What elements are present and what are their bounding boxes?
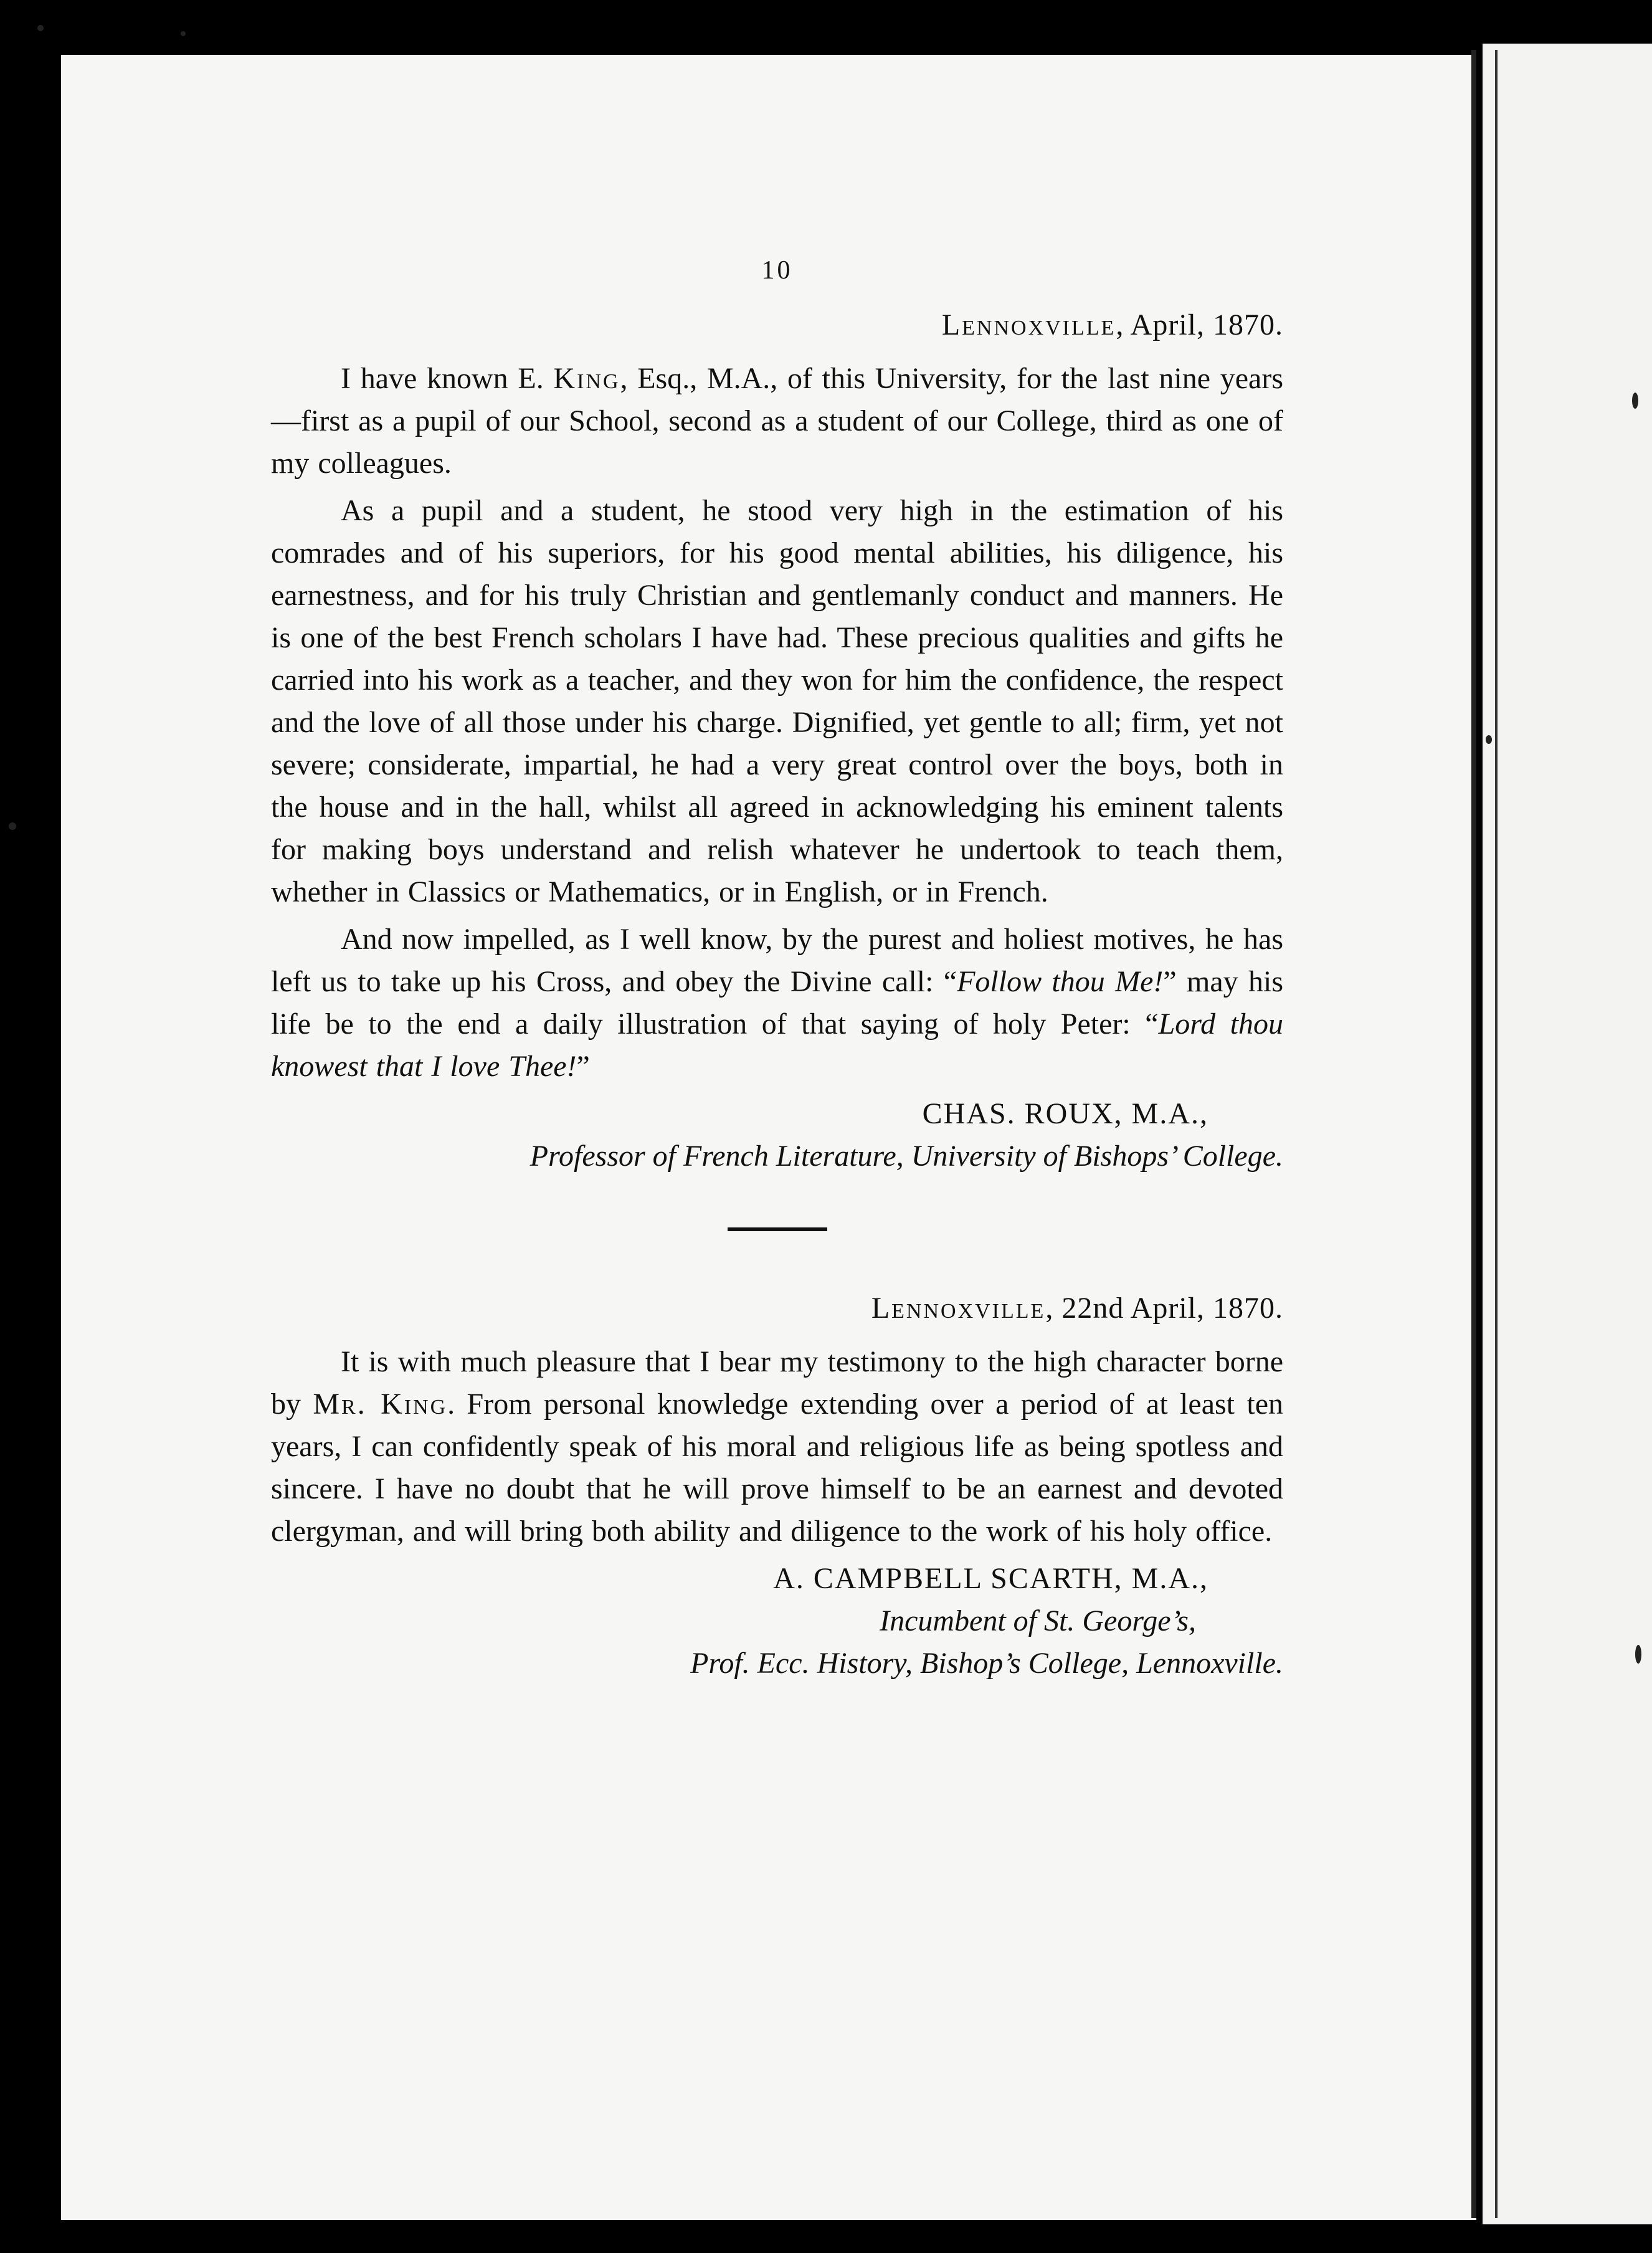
signature-name: CHAS. ROUX, M.A., [922,1097,1208,1130]
section-divider [728,1227,827,1231]
page-number: 10 [761,256,793,285]
page-edge-shadow [1471,50,1476,2218]
dateline-place: Lennoxville [941,308,1116,341]
signature-title: Professor of French Literature, University of Bishops’ College. [529,1140,1283,1173]
paragraph-text: ” [576,1050,590,1083]
letter-scarth [271,1287,1283,1685]
binding-line [1495,50,1498,2218]
signature-title: Prof. Ecc. History, Bishop’s College, Lennoxville. [690,1647,1283,1680]
paragraph-text: It is with much pleasure that I bear my testimony to the high character borne by [271,1345,1283,1421]
letter-paragraph: As a pupil and a student, he stood very high in the estimation of his comrades and of his superiors, for his good mental abilities, his diligence, his earnestness, and for his truly Christian and gentlemanly conduct and manners. He is one of the best French scholars I have had. These precious qualities and gifts he carried into his work as a teacher, and they won for him the confidence, the respect and the love of all those under his charge. Dignified, yet gentle to all; firm, yet not severe; considerate, impartial, he had a very great control over the boys, both in the house and in the hall, whilst all agreed in acknowledging his eminent talents for making boys understand and relish whatever he undertook to teach them, whether in Classics or Mathematics, or in English, or in French. [271,494,1283,908]
letter-paragraph [271,358,1283,485]
signature-name: A. CAMPBELL SCARTH, M.A., [773,1562,1208,1595]
page-content [271,249,1283,1685]
person-name: King [553,362,620,395]
quotation: Lord thou knowest that I love Thee! [271,1007,1283,1083]
dateline-date: , 22nd April, 1870. [1045,1292,1283,1325]
dateline-place: Lennoxville [871,1292,1046,1325]
person-name: Mr. King [313,1388,448,1421]
paragraph-text: . From personal knowledge extending over a period of at least ten years, I can confidently speak of his moral and religious life as being spotless and sincere. I have no doubt that he will prove himself to be an earnest and devoted clergyman, and will bring both ability and diligence to the work of his holy office. [271,1388,1284,1548]
letter-roux [271,304,1283,1178]
facing-page-edge [1483,44,1652,2224]
quotation: Follow thou Me! [957,965,1164,998]
paragraph-text: And now impelled, as I well know, by the purest and holiest motives, he has left us to take up his Cross, and obey the Divine call: “ [271,923,1283,998]
letter-dateline [271,1287,1283,1330]
letter-paragraph [271,918,1283,1088]
signature-title: Incumbent of St. George’s, [880,1604,1196,1637]
paragraph-text: ” may his life be to the end a daily illustration of that saying of holy Peter: “ [271,965,1283,1041]
letter-dateline [271,304,1283,346]
letter-paragraph [271,1341,1283,1553]
dateline-date: , April, 1870. [1116,308,1283,341]
paragraph-text: I have known E. [341,362,554,395]
paragraph-text: , Esq., M.A., of this University, for the last nine years—first as a pupil of our School, second as a student of our College, third as one of my colleagues. [271,362,1283,480]
